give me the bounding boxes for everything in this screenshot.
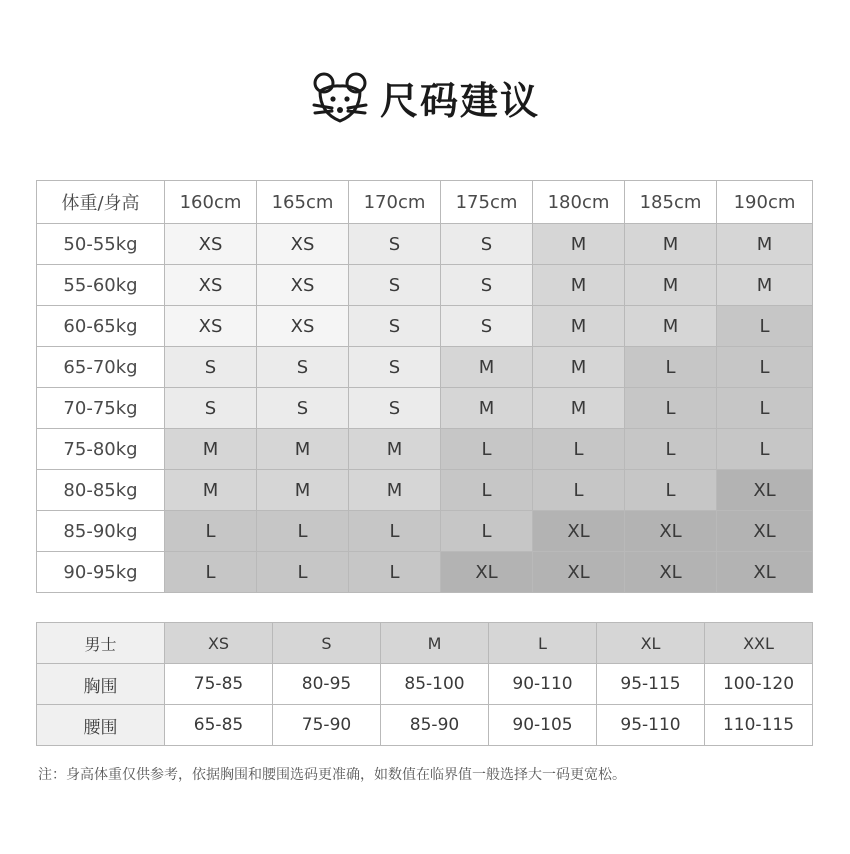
size-cell: L	[441, 429, 533, 470]
measure-value: 90-105	[489, 705, 597, 746]
size-cell: M	[717, 224, 813, 265]
size-cell: L	[165, 511, 257, 552]
size-cell: XL	[717, 552, 813, 593]
size-header: M	[381, 623, 489, 664]
size-cell: XS	[165, 224, 257, 265]
weight-label: 85-90kg	[37, 511, 165, 552]
size-cell: M	[349, 429, 441, 470]
size-header: XL	[597, 623, 705, 664]
corner-label: 体重/身高	[37, 181, 165, 224]
size-cell: M	[533, 224, 625, 265]
weight-label: 60-65kg	[37, 306, 165, 347]
size-cell: XL	[717, 470, 813, 511]
table-row	[37, 552, 813, 593]
size-cell: XL	[717, 511, 813, 552]
table-row	[37, 470, 813, 511]
measure-table-header-row	[37, 623, 813, 664]
size-cell: S	[441, 265, 533, 306]
size-cell: XS	[257, 265, 349, 306]
size-cell: XS	[257, 306, 349, 347]
size-cell: L	[717, 388, 813, 429]
table-row	[37, 388, 813, 429]
weight-label: 65-70kg	[37, 347, 165, 388]
weight-label: 50-55kg	[37, 224, 165, 265]
weight-label: 90-95kg	[37, 552, 165, 593]
size-cell: XL	[625, 511, 717, 552]
size-cell: L	[349, 552, 441, 593]
table-row	[37, 705, 813, 746]
measure-value: 85-100	[381, 664, 489, 705]
height-header: 185cm	[625, 181, 717, 224]
table-row	[37, 664, 813, 705]
weight-label: 75-80kg	[37, 429, 165, 470]
size-cell: L	[717, 429, 813, 470]
weight-label: 70-75kg	[37, 388, 165, 429]
size-cell: M	[533, 265, 625, 306]
size-cell: XS	[165, 265, 257, 306]
size-header: L	[489, 623, 597, 664]
weight-label: 55-60kg	[37, 265, 165, 306]
table-row	[37, 511, 813, 552]
measure-value: 90-110	[489, 664, 597, 705]
size-cell: L	[441, 470, 533, 511]
size-cell: M	[257, 470, 349, 511]
size-header: XXL	[705, 623, 813, 664]
height-header: 175cm	[441, 181, 533, 224]
height-header: 160cm	[165, 181, 257, 224]
height-header: 180cm	[533, 181, 625, 224]
size-cell: M	[717, 265, 813, 306]
size-cell: L	[717, 347, 813, 388]
size-cell: L	[533, 429, 625, 470]
size-cell: XS	[165, 306, 257, 347]
page-header	[0, 62, 850, 132]
size-cell: M	[165, 470, 257, 511]
size-cell: L	[257, 511, 349, 552]
size-table-header-row	[37, 181, 813, 224]
measure-value: 95-110	[597, 705, 705, 746]
size-cell: XL	[533, 552, 625, 593]
size-cell: M	[533, 388, 625, 429]
size-cell: S	[349, 265, 441, 306]
measure-value: 75-90	[273, 705, 381, 746]
size-cell: L	[717, 306, 813, 347]
size-cell: S	[349, 388, 441, 429]
table-row	[37, 347, 813, 388]
measure-value: 110-115	[705, 705, 813, 746]
size-cell: S	[257, 388, 349, 429]
height-header: 190cm	[717, 181, 813, 224]
measure-label: 腰围	[37, 705, 165, 746]
size-cell: M	[349, 470, 441, 511]
gender-label: 男士	[37, 623, 165, 664]
measure-value: 80-95	[273, 664, 381, 705]
measurement-table	[36, 622, 813, 746]
page-title: 尺码建议	[379, 78, 540, 123]
size-cell: S	[165, 388, 257, 429]
table-row	[37, 265, 813, 306]
size-cell: S	[257, 347, 349, 388]
size-cell: XS	[257, 224, 349, 265]
size-cell: M	[533, 306, 625, 347]
size-cell: L	[257, 552, 349, 593]
size-cell: M	[625, 265, 717, 306]
size-cell: M	[441, 347, 533, 388]
weight-label: 80-85kg	[37, 470, 165, 511]
measure-value: 85-90	[381, 705, 489, 746]
size-cell: L	[349, 511, 441, 552]
size-cell: M	[257, 429, 349, 470]
size-header: S	[273, 623, 381, 664]
footnote: 注：身高体重仅供参考，依据胸围和腰围选码更准确，如数值在临界值一般选择大一码更宽松。	[38, 767, 626, 783]
size-cell: L	[533, 470, 625, 511]
size-cell: S	[349, 224, 441, 265]
size-cell: L	[165, 552, 257, 593]
size-cell: M	[533, 347, 625, 388]
size-cell: XL	[533, 511, 625, 552]
table-row	[37, 224, 813, 265]
size-cell: S	[349, 347, 441, 388]
size-cell: M	[165, 429, 257, 470]
size-cell: S	[165, 347, 257, 388]
size-cell: M	[625, 306, 717, 347]
size-cell: S	[349, 306, 441, 347]
table-row	[37, 306, 813, 347]
measure-value: 65-85	[165, 705, 273, 746]
height-header: 165cm	[257, 181, 349, 224]
size-cell: L	[625, 347, 717, 388]
measure-value: 95-115	[597, 664, 705, 705]
size-cell: XL	[625, 552, 717, 593]
height-header: 170cm	[349, 181, 441, 224]
measure-label: 胸围	[37, 664, 165, 705]
size-recommendation-table	[36, 180, 813, 593]
size-cell: L	[625, 470, 717, 511]
size-cell: L	[441, 511, 533, 552]
mouse-logo-icon	[310, 67, 370, 127]
size-cell: M	[625, 224, 717, 265]
size-cell: S	[441, 306, 533, 347]
measure-value: 100-120	[705, 664, 813, 705]
size-cell: L	[625, 388, 717, 429]
size-header: XS	[165, 623, 273, 664]
size-cell: M	[441, 388, 533, 429]
table-row	[37, 429, 813, 470]
size-cell: L	[625, 429, 717, 470]
size-cell: XL	[441, 552, 533, 593]
size-cell: S	[441, 224, 533, 265]
measure-value: 75-85	[165, 664, 273, 705]
